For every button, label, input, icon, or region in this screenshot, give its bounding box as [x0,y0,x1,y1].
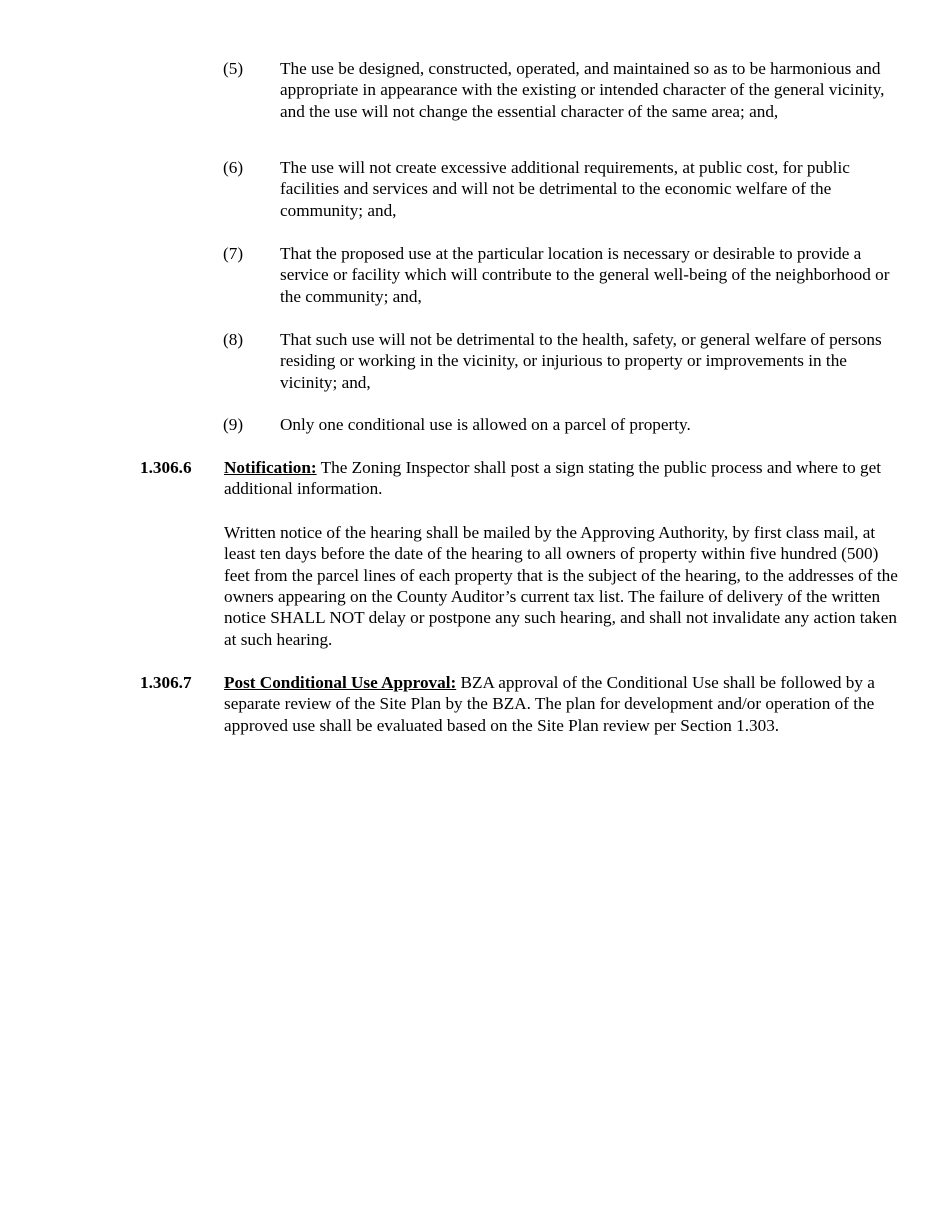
section-1-306-6 [140,457,900,650]
list-item-text: That the proposed use at the particular location is necessary or desirable to provide a service or facility which will contribute to the general well-being of the neighborhood or the community; and, [280,244,890,306]
list-item-text: The use will not create excessive additional requirements, at public cost, for public facilities and services and will not be detrimental to the economic welfare of the community; and, [280,158,850,220]
list-item-number: (5) [223,59,244,78]
list-item-8 [223,329,898,393]
section-number: 1.306.6 [140,458,192,477]
list-item-text: That such use will not be detrimental to the health, safety, or general welfare of persons residing or working in the vicinity, or injurious to property or improvements in the vicinity; and, [280,330,882,392]
list-item-number: (7) [223,244,244,263]
list-item-7 [223,243,898,307]
section-1-306-7 [140,672,900,736]
list-item-number: (9) [223,415,244,434]
list-item-number: (6) [223,158,244,177]
section-heading: Notification: [224,458,317,477]
section-text: BZA approval of the Conditional Use shall be followed by a separate review of the Site Plan by the BZA. The plan for development and/or operation of the approved use shall be evaluated based on the Site Plan review per Section 1.303. [224,673,875,735]
list-item-number: (8) [223,330,244,349]
list-item-6 [223,157,898,221]
section-text: The Zoning Inspector shall post a sign stating the public process and where to get additional information. [224,458,881,499]
section-number: 1.306.7 [140,673,192,692]
list-item-text: Only one conditional use is allowed on a parcel of property. [280,415,691,434]
section-body [224,672,900,736]
section-body [224,457,900,650]
list-item-text: The use be designed, constructed, operated, and maintained so as to be harmonious and appropriate in appearance with the existing or intended character of the general vicinity, and the use will not change the essential character of the same area; and, [280,59,885,121]
section-paragraph: Written notice of the hearing shall be mailed by the Approving Authority, by first class mail, at least ten days before the date of the hearing to all owners of property within five hundred (500) feet from the parcel lines of each property that is the subject of the hearing, to the addresses of the owners appearing on the County Auditor’s current tax list. The failure of delivery of the written notice SHALL NOT delay or postpone any such hearing, and shall not invalidate any action taken at such hearing. [224,522,898,649]
list-item-9 [223,414,898,435]
list-item-5 [223,58,898,122]
section-heading: Post Conditional Use Approval: [224,673,457,692]
